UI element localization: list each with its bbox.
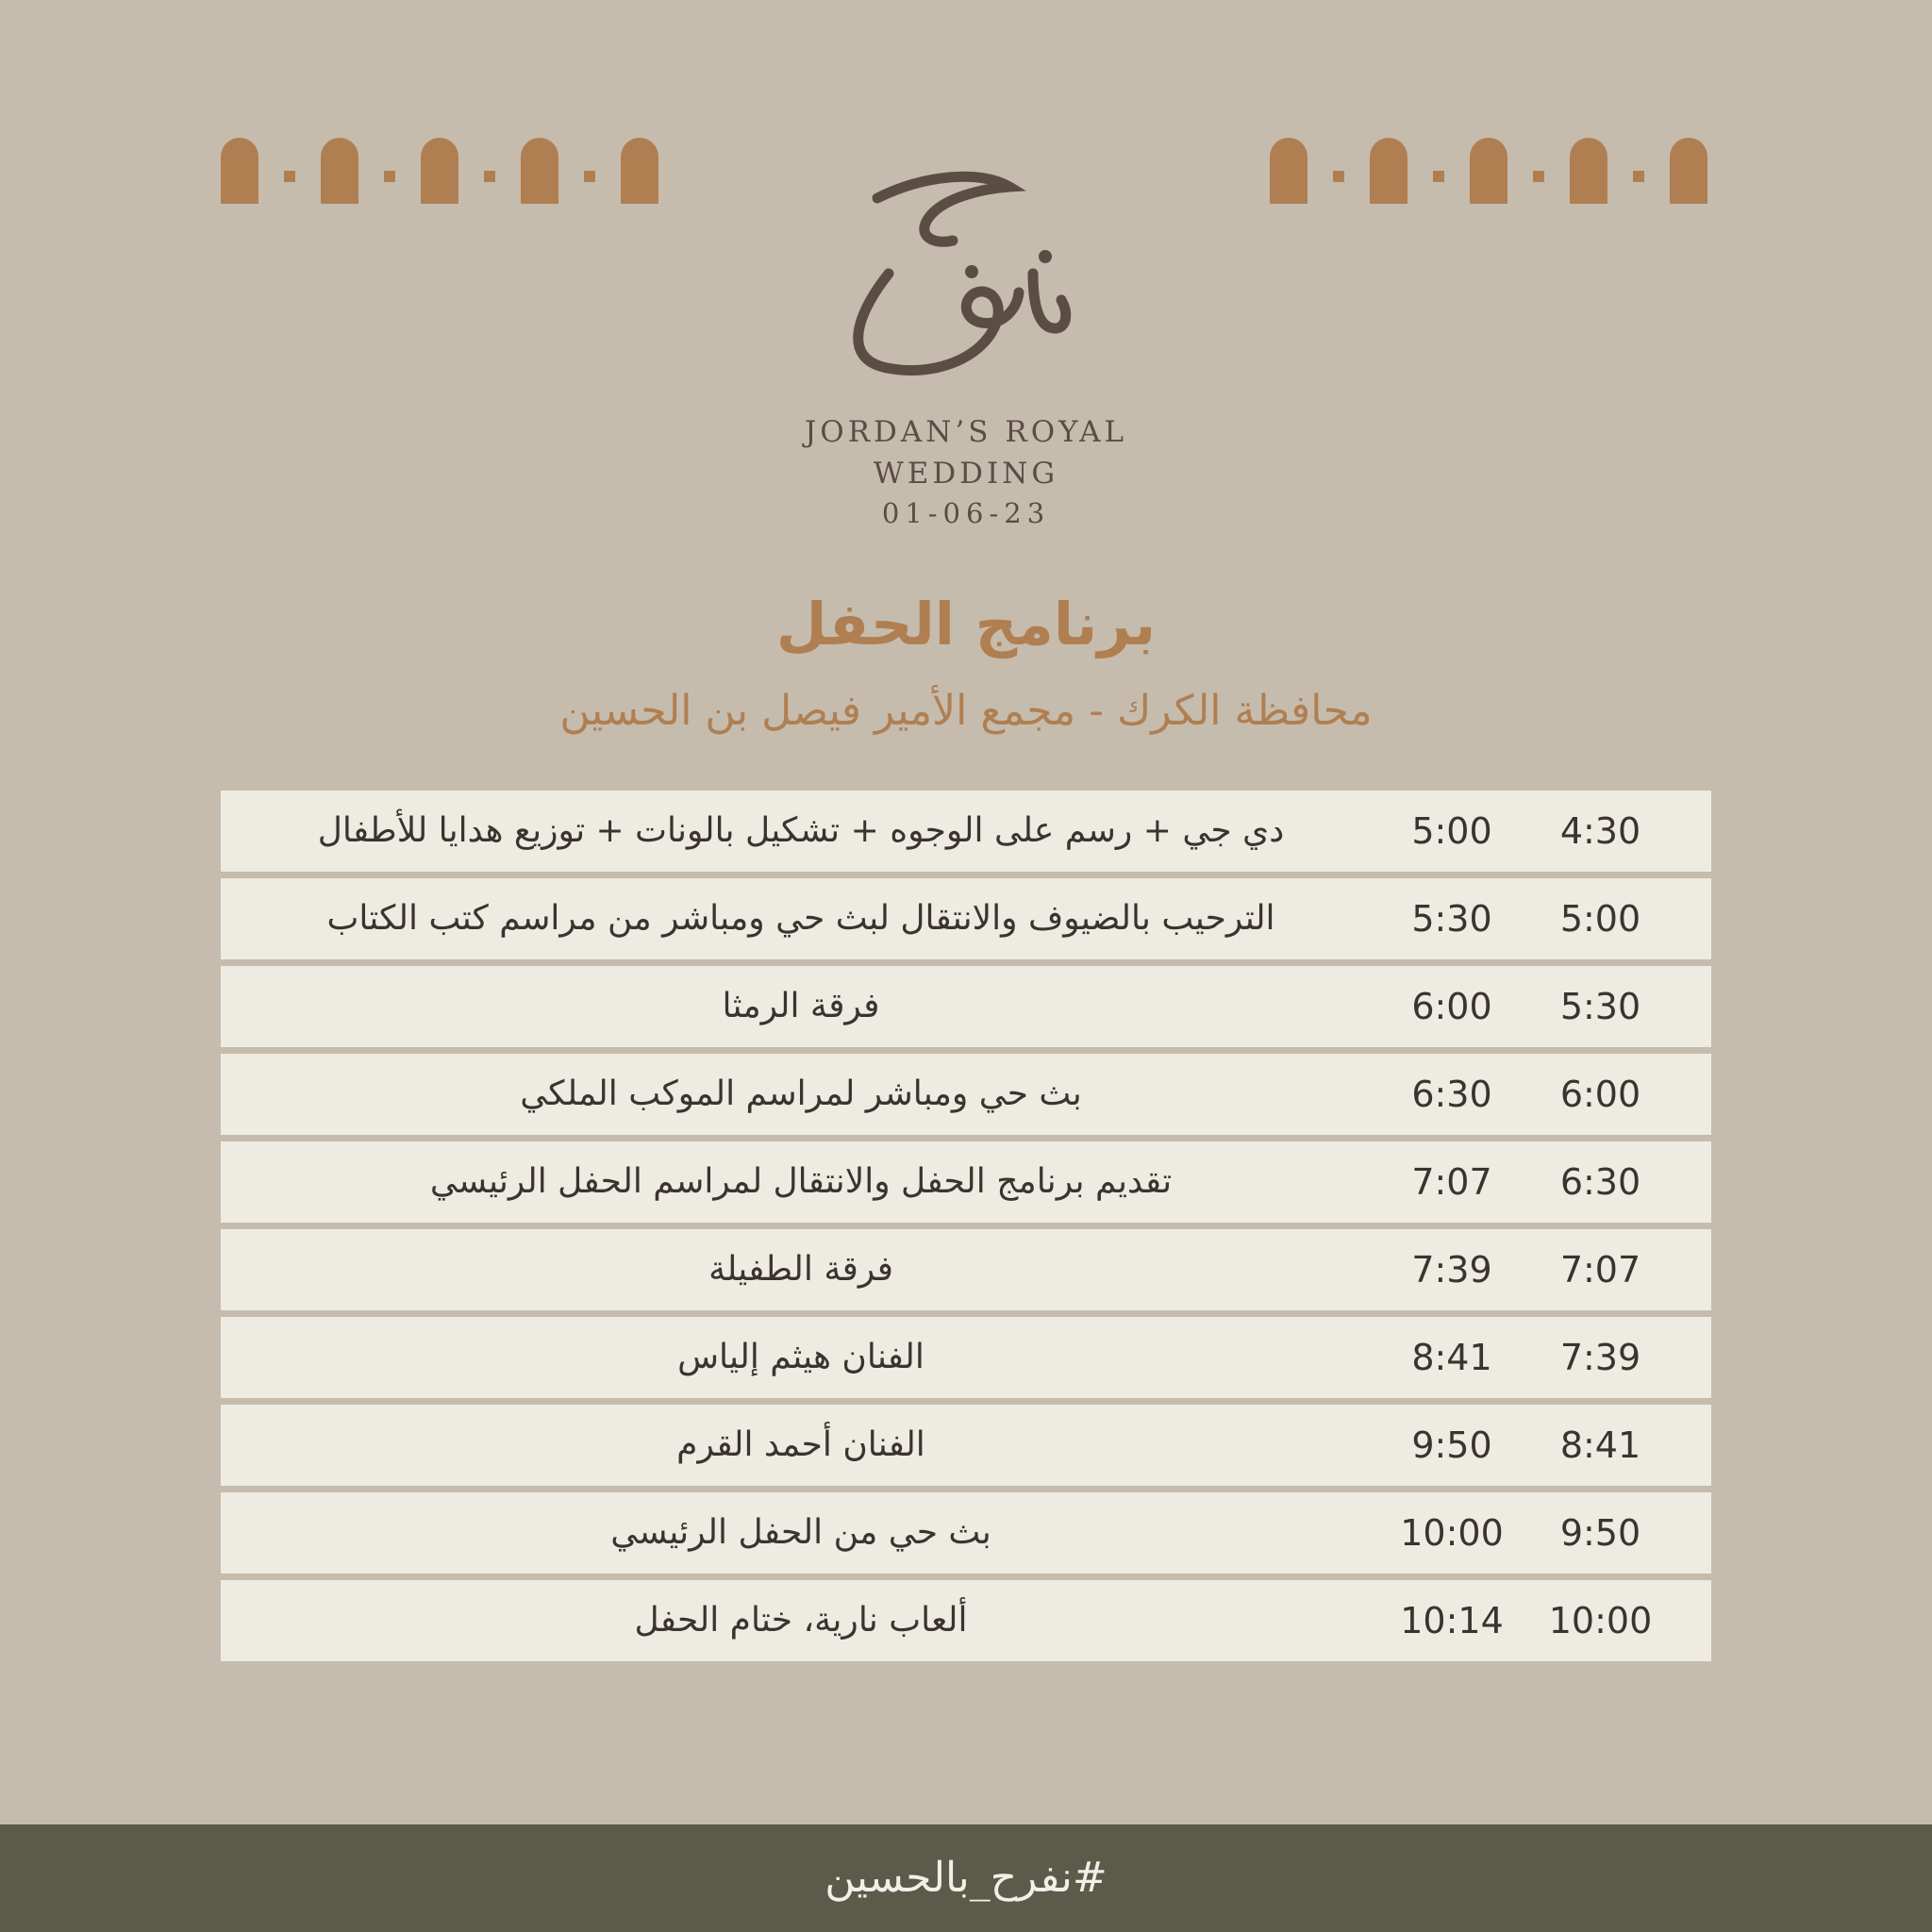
activity-cell: تقديم برنامج الحفل والانتقال لمراسم الحفل الرئيسي — [429, 1162, 1173, 1201]
schedule-row — [221, 1229, 1711, 1310]
end-time-cell: 8:41 — [1411, 1337, 1492, 1378]
program-title: برنامج الحفل — [775, 590, 1157, 658]
end-time-cell: 7:39 — [1411, 1249, 1492, 1291]
activity-cell: فرقة الرمثا — [722, 987, 880, 1025]
end-time-cell: 7:07 — [1411, 1161, 1492, 1203]
arch-ornament-right — [1270, 138, 1707, 204]
nafrah-calligraphy-logo-icon — [821, 170, 1104, 396]
end-time-cell: 6:00 — [1411, 986, 1492, 1027]
activity-cell: الفنان أحمد القرم — [676, 1425, 925, 1464]
activity-cell: بث حي من الحفل الرئيسي — [610, 1513, 991, 1552]
activity-cell: فرقة الطفيلة — [708, 1250, 893, 1289]
start-time-cell: 6:30 — [1559, 1161, 1641, 1203]
schedule-row — [221, 1405, 1711, 1486]
schedule-row — [221, 966, 1711, 1047]
schedule-table — [221, 791, 1711, 1668]
start-time-cell: 7:07 — [1559, 1249, 1641, 1291]
start-time-cell: 8:41 — [1559, 1424, 1641, 1466]
start-time-cell: 5:00 — [1559, 898, 1641, 940]
start-time-cell: 7:39 — [1559, 1337, 1641, 1378]
brand-line-1: JORDAN’S ROYAL — [804, 415, 1128, 449]
activity-cell: الفنان هيثم إلياس — [677, 1338, 924, 1376]
schedule-row — [221, 791, 1711, 872]
end-time-cell: 10:00 — [1400, 1512, 1504, 1554]
schedule-row — [221, 1317, 1711, 1398]
program-location: محافظة الكرك - مجمع الأمير فيصل بن الحسين — [559, 687, 1373, 735]
schedule-row — [221, 1054, 1711, 1135]
start-time-cell: 4:30 — [1559, 810, 1641, 852]
footer-bar — [0, 1824, 1932, 1932]
schedule-row — [221, 1141, 1711, 1223]
arch-ornament-left — [221, 138, 658, 204]
schedule-row — [221, 1492, 1711, 1574]
activity-cell: بث حي ومباشر لمراسم الموكب الملكي — [520, 1074, 1082, 1113]
end-time-cell: 9:50 — [1411, 1424, 1492, 1466]
schedule-row — [221, 1580, 1711, 1661]
start-time-cell: 9:50 — [1559, 1512, 1641, 1554]
footer-hashtag: #نفرح_بالحسين — [824, 1854, 1108, 1902]
brand-date: 01-06-23 — [881, 497, 1051, 529]
end-time-cell: 10:14 — [1400, 1600, 1504, 1641]
activity-cell: دي جي + رسم على الوجوه + تشكيل بالونات + توزيع هدايا للأطفال — [317, 811, 1285, 850]
end-time-cell: 5:30 — [1411, 898, 1492, 940]
start-time-cell: 10:00 — [1548, 1600, 1653, 1641]
activity-cell: الترحيب بالضيوف والانتقال لبث حي ومباشر من مراسم كتب الكتاب — [326, 899, 1275, 938]
schedule-row — [221, 878, 1711, 959]
start-time-cell: 5:30 — [1559, 986, 1641, 1027]
brand-line-2: WEDDING — [873, 457, 1059, 491]
end-time-cell: 6:30 — [1411, 1074, 1492, 1115]
start-time-cell: 6:00 — [1559, 1074, 1641, 1115]
end-time-cell: 5:00 — [1411, 810, 1492, 852]
activity-cell: ألعاب نارية، ختام الحفل — [634, 1601, 968, 1640]
